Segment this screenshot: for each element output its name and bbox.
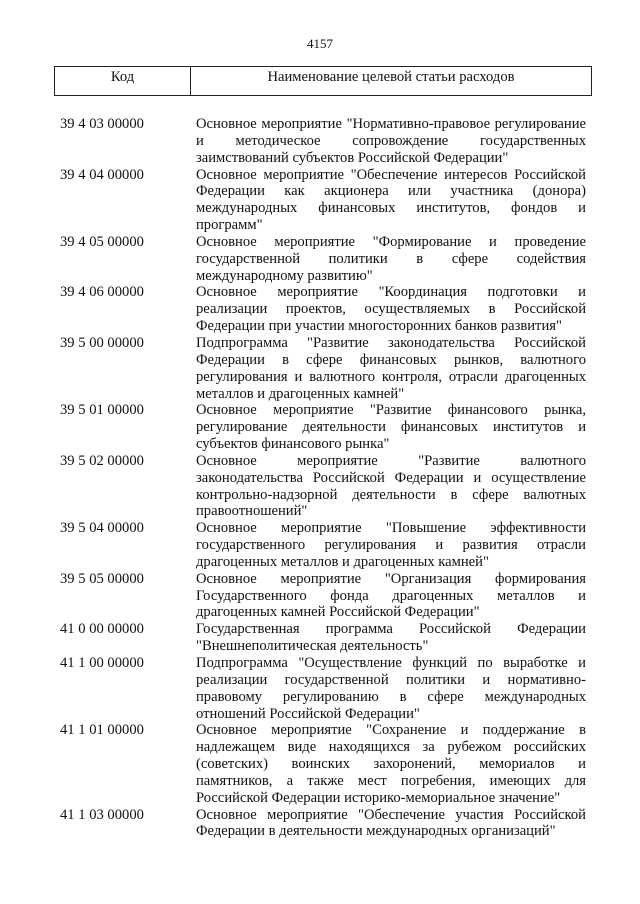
row-name-line: Основное мероприятие "Сохранение и поддержание в <box>196 722 586 739</box>
row-name-line: реализации проектов, осуществляемых в Российской <box>196 301 586 318</box>
row-name <box>196 807 586 841</box>
table-row <box>0 807 640 841</box>
header-name: Наименование целевой статьи расходов <box>267 69 515 85</box>
row-code: 39 5 02 00000 <box>60 452 144 469</box>
row-name-line: Федерации как акционера или участника (донора) <box>196 183 586 200</box>
row-name-line: отношений Российской Федерации" <box>196 705 420 722</box>
row-name-line: заимствований субъектов Российской Федерации" <box>196 149 509 166</box>
row-name-line: законодательства Российской Федерации и осуществление <box>196 469 586 486</box>
row-name-line: государственной политики в сфере содействия <box>196 250 586 267</box>
row-name-line: Подпрограмма "Осуществление функций по выработке и <box>196 655 586 671</box>
row-code: 41 1 03 00000 <box>60 806 144 823</box>
row-name-line: программ" <box>196 217 263 234</box>
row-name <box>196 402 586 453</box>
row-name-line: надлежащем виде находящихся за рубежом российских <box>196 739 586 756</box>
row-name-line: Федерации в сфере финансовых рынков, валютного <box>196 351 586 368</box>
row-code: 39 5 01 00000 <box>60 402 144 419</box>
row-name-line: правовому регулированию в сфере международных <box>196 688 586 705</box>
row-code: 39 4 03 00000 <box>60 116 144 132</box>
row-code: 39 4 06 00000 <box>60 284 144 301</box>
table-row <box>0 284 640 335</box>
table-row <box>0 335 640 402</box>
row-name <box>196 335 586 402</box>
row-code: 41 0 00 00000 <box>60 621 144 638</box>
row-name <box>196 284 586 335</box>
row-name-line: Основное мероприятие "Координация подготовки и <box>196 284 586 301</box>
row-name-line: Государственная программа Российской Федерации <box>196 621 586 638</box>
table-row <box>0 167 640 234</box>
row-name-line: Основное мероприятие "Организация формирования <box>196 570 586 587</box>
row-name-line: международному развитию" <box>196 267 373 284</box>
table-body <box>0 116 640 840</box>
row-name <box>196 571 586 622</box>
row-code: 41 1 01 00000 <box>60 722 144 739</box>
row-name-line: Российской Федерации историко-мемориальное значение" <box>196 789 561 806</box>
row-name-line: и методическое сопровождение государственных <box>196 132 586 149</box>
row-name-line: регулирования и валютного контроля, отрасли драгоценных <box>196 368 586 385</box>
row-code: 39 5 05 00000 <box>60 570 144 587</box>
table-row <box>0 655 640 722</box>
row-name <box>196 234 586 285</box>
row-name-line: памятников, а также мест погребения, имеющих для <box>196 772 586 789</box>
row-name-line: Основное мероприятие "Обеспечение интересов Российской <box>196 166 586 183</box>
row-name-line: реализации государственной политики и нормативно- <box>196 671 586 688</box>
row-code: 39 5 04 00000 <box>60 520 144 537</box>
table-row <box>0 234 640 285</box>
row-code: 39 4 05 00000 <box>60 233 144 250</box>
row-name <box>196 722 586 806</box>
row-name-line: Подпрограмма "Развитие законодательства Российской <box>196 334 586 351</box>
row-name <box>196 520 586 571</box>
row-name-line: международных финансовых институтов, фондов и <box>196 200 586 217</box>
row-name-line: государственного регулирования и развития отрасли <box>196 537 586 554</box>
table-row <box>0 621 640 655</box>
row-name-line: Основное мероприятие "Формирование и проведение <box>196 233 586 250</box>
row-code: 39 4 04 00000 <box>60 166 144 183</box>
row-name <box>196 116 586 167</box>
table-row <box>0 453 640 520</box>
table-row <box>0 116 640 167</box>
row-name-line: Федерации при участии многосторонних банков развития" <box>196 318 562 335</box>
row-name-line: драгоценных камней Российской Федерации" <box>196 604 480 621</box>
row-name-line: Государственного фонда драгоценных металлов и <box>196 587 586 604</box>
row-name-line: металлов и драгоценных камней" <box>196 385 405 402</box>
row-name-line: регулирование деятельности финансовых институтов и <box>196 419 586 436</box>
table-header <box>54 66 592 96</box>
row-name <box>196 655 586 722</box>
row-name-line: "Внешнеполитическая деятельность" <box>196 638 429 655</box>
row-name-line: Основное мероприятие "Повышение эффективности <box>196 520 586 537</box>
row-name-line: Основное мероприятие "Нормативно-правовое регулирование <box>196 116 586 132</box>
row-name-line: Федерации в деятельности международных организаций" <box>196 823 556 840</box>
row-name-line: драгоценных металлов и драгоценных камней" <box>196 553 489 570</box>
row-name-line: (советских) воинских захоронений, мемориалов и <box>196 756 586 773</box>
row-name-line: Основное мероприятие "Развитие финансового рынка, <box>196 402 586 419</box>
row-name-line: Основное мероприятие "Развитие валютного <box>196 452 586 469</box>
row-code: 39 5 00 00000 <box>60 334 144 351</box>
row-code: 41 1 00 00000 <box>60 655 144 671</box>
row-name <box>196 453 586 520</box>
row-name <box>196 621 586 655</box>
row-name-line: контрольно-надзорной деятельности в сфере валютных <box>196 486 586 503</box>
page-number: 4157 <box>307 36 333 51</box>
row-name <box>196 167 586 234</box>
table-row <box>0 402 640 453</box>
row-name-line: субъектов финансового рынка" <box>196 436 390 453</box>
table-row <box>0 722 640 806</box>
table-row <box>0 571 640 622</box>
header-code: Код <box>55 67 191 95</box>
row-name-line: Основное мероприятие "Обеспечение участия Российской <box>196 806 586 823</box>
row-name-line: правоотношений" <box>196 503 308 520</box>
table-row <box>0 520 640 571</box>
